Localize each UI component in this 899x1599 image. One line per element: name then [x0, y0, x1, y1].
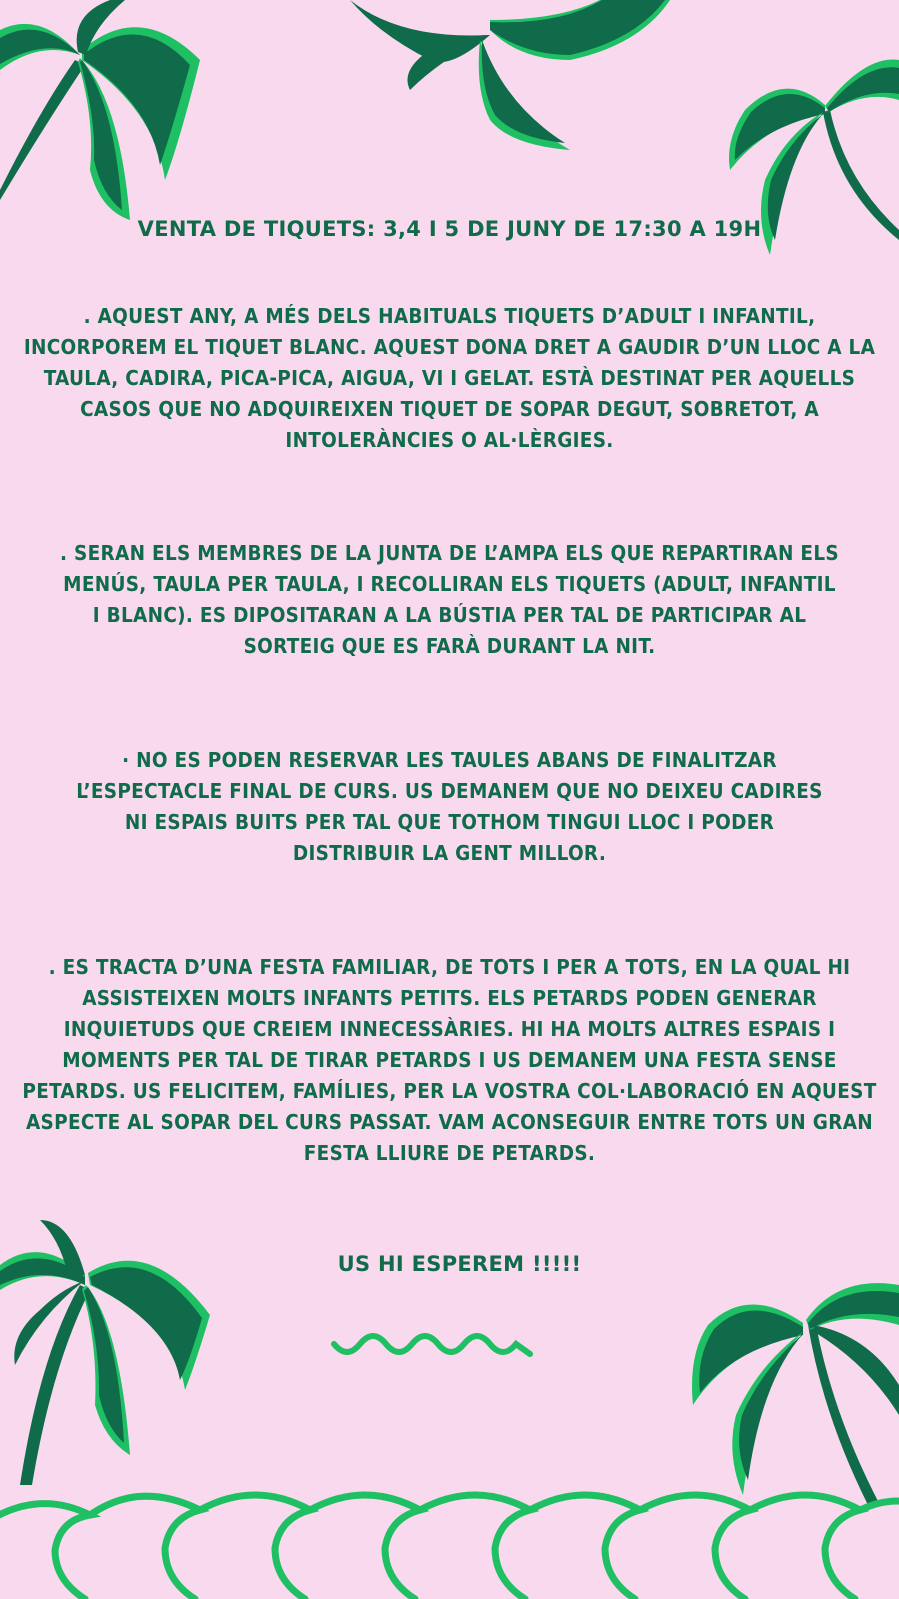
paragraph-menus-distribution: . SERAN ELS MEMBRES DE LA JUNTA DE L’AMPA ELS QUE REPARTIRAN ELS MENÚS, TAULA PER TAULA, I RECOLLIRAN ELS TIQUETS (ADULT, INFANTIL I BLANC). ES DIPOSITARAN A LA BÚSTIA PER TAL DE PARTICIPAR AL SORTEIG QUE ES FARÀ DURANT LA NIT. [60, 541, 839, 658]
palm-tree-bottom-left-icon [0, 1215, 220, 1495]
ocean-waves-icon [0, 1480, 899, 1599]
paragraph-blank-ticket: . AQUEST ANY, A MÉS DELS HABITUALS TIQUETS D’ADULT I INFANTIL, INCORPOREM EL TIQUET BLANC. AQUEST DONA DRET A GAUDIR D’UN LLOC A LA TAULA, CADIRA, PICA-PICA, AIGUA, VI I GELAT. ESTÀ DESTINAT PER AQUELLS CASOS QUE NO ADQUIREIXEN TIQUET DE SOPAR DEGUT, SOBRETOT, A INTOLERÀNCIES O AL·LÈRGIES. [23, 304, 876, 452]
paragraph-no-firecrackers: . ES TRACTA D’UNA FESTA FAMILIAR, DE TOTS I PER A TOTS, EN LA QUAL HI ASSISTEIXEN MOLTS INFANTS PETITS. ELS PETARDS PODEN GENERAR INQUIETUDS QUE CREIEM INNECESSÀRIES. HI HA MOLTS ALTRES ESPAIS I MOMENTS PER TAL DE TIRAR PETARDS I US DEMANEM UNA FESTA SENSE PETARDS. US FELICITEM, FAMÍLIES, PER LA VOSTRA COL·LABORACIÓ EN AQUEST ASPECTE AL SOPAR DEL CURS PASSAT. VAM ACONSEGUIR ENTRE TOTS UN GRAN FESTA LLIURE DE PETARDS. [22, 955, 877, 1165]
paragraph-table-reservation: · NO ES PODEN RESERVAR LES TAULES ABANS DE FINALITZAR L’ESPECTACLE FINAL DE CURS. US DEMANEM QUE NO DEIXEU CADIRES NI ESPAIS BUITS PER TAL QUE TOTHOM TINGUI LLOC I PODER DISTRIBUIR LA GENT MILLOR. [76, 748, 823, 865]
wavy-line-icon [330, 1330, 535, 1365]
palm-tree-bottom-right-icon [688, 1265, 899, 1515]
palm-tree-top-left-icon [0, 0, 220, 230]
palm-tree-top-center-icon [340, 0, 680, 150]
closing-message: US HI ESPEREM !!!!! [337, 1252, 582, 1276]
ticket-sale-info: VENTA DE TIQUETS: 3,4 I 5 DE JUNY DE 17:30 A 19H [137, 217, 762, 241]
